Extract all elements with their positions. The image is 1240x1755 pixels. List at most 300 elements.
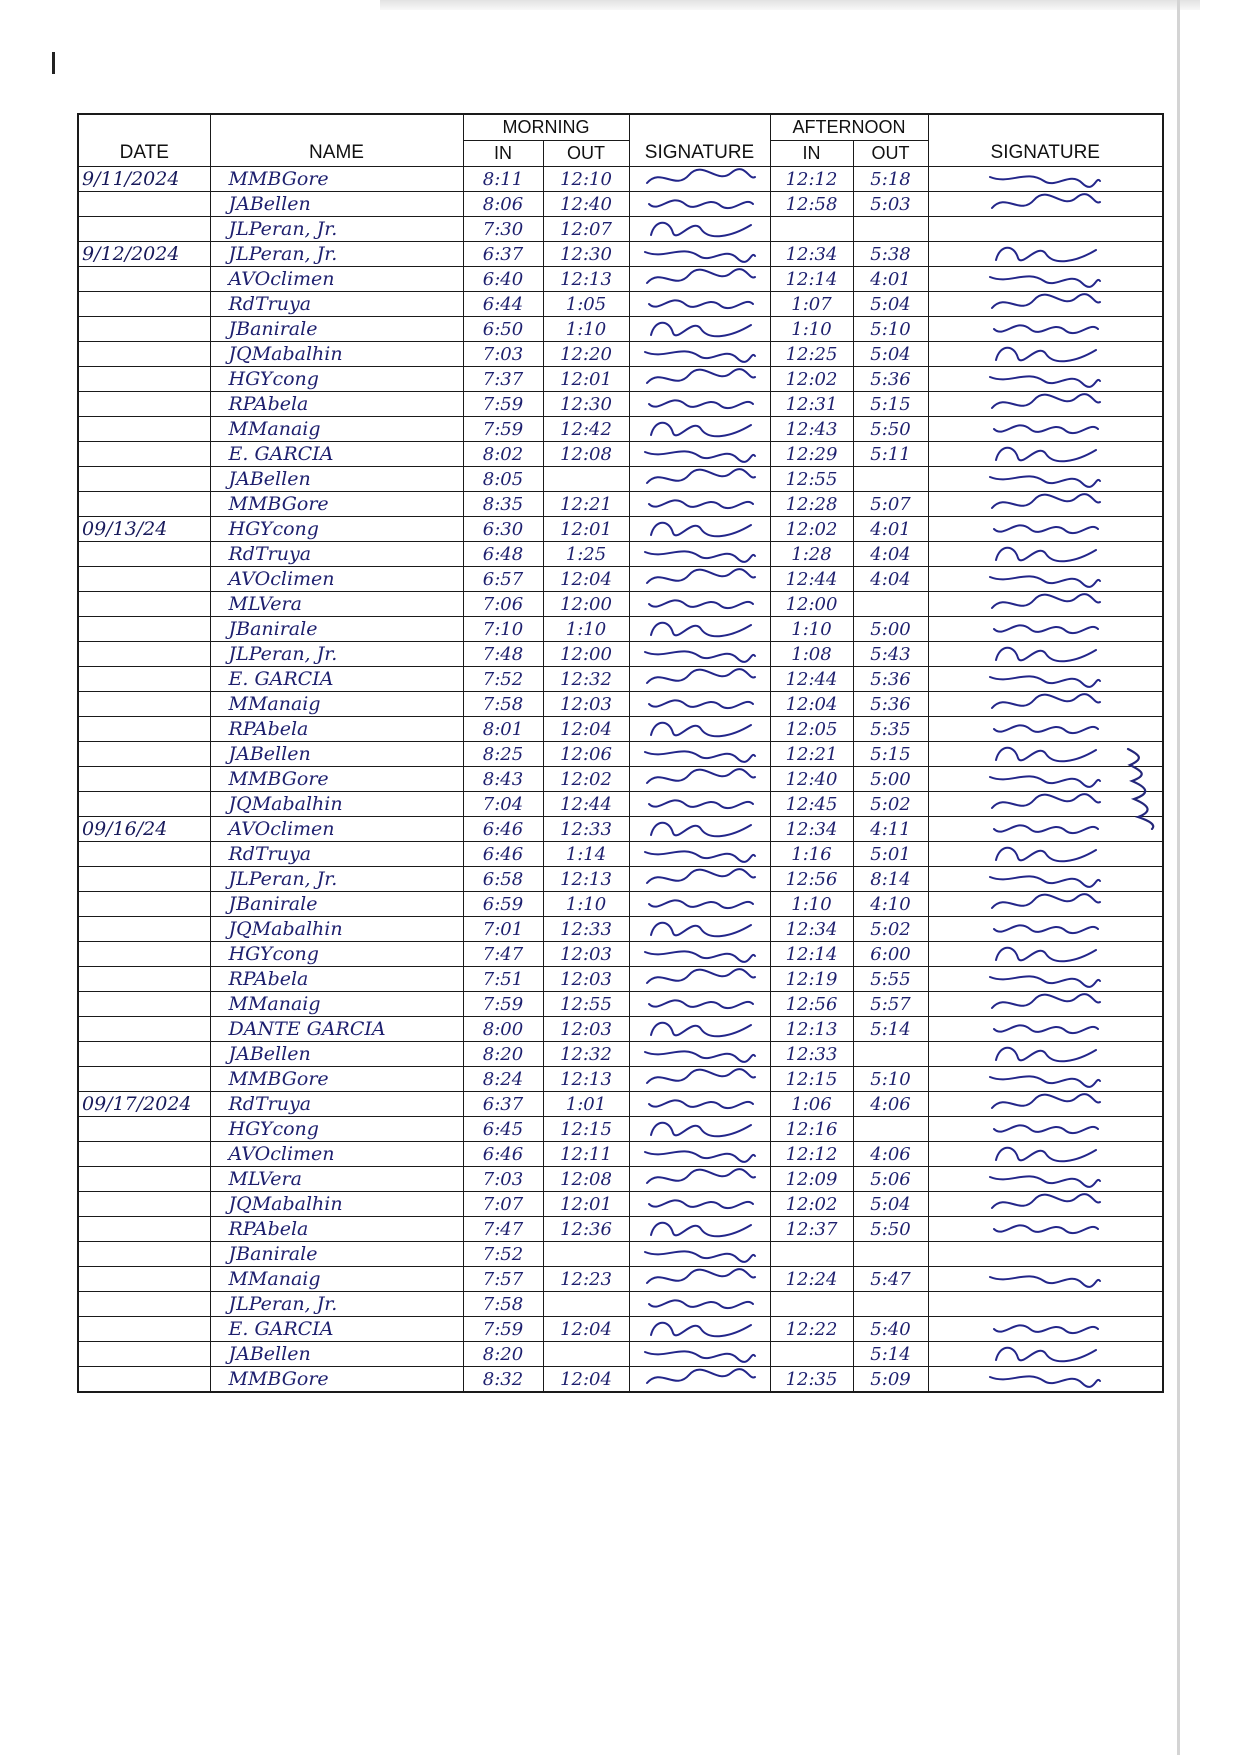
row-morning-in: 6:50 bbox=[463, 317, 543, 342]
row-date: 09/16/24 bbox=[78, 817, 210, 842]
row-afternoon-in: 12:00 bbox=[770, 592, 853, 617]
handwritten-signature bbox=[986, 392, 1104, 417]
table-row bbox=[78, 1367, 1163, 1393]
row-morning-signature bbox=[629, 292, 770, 317]
row-afternoon-in bbox=[770, 1292, 853, 1317]
row-afternoon-out: 5:04 bbox=[853, 342, 928, 367]
row-name: JABellen bbox=[210, 742, 463, 767]
row-morning-out: 12:42 bbox=[543, 417, 629, 442]
row-afternoon-signature bbox=[928, 567, 1163, 592]
handwritten-signature bbox=[641, 717, 759, 742]
row-morning-out: 12:04 bbox=[543, 1317, 629, 1342]
row-morning-in: 8:24 bbox=[463, 1067, 543, 1092]
table-row bbox=[78, 892, 1163, 917]
header-name: NAME bbox=[210, 114, 463, 167]
row-morning-in: 6:46 bbox=[463, 842, 543, 867]
row-afternoon-out: 5:14 bbox=[853, 1342, 928, 1367]
row-morning-in: 7:47 bbox=[463, 942, 543, 967]
row-morning-in: 7:07 bbox=[463, 1192, 543, 1217]
table-row bbox=[78, 392, 1163, 417]
row-afternoon-out: 5:18 bbox=[853, 167, 928, 192]
row-date bbox=[78, 1292, 210, 1317]
handwritten-signature bbox=[641, 892, 759, 917]
row-morning-out: 12:13 bbox=[543, 1067, 629, 1092]
row-afternoon-in: 1:10 bbox=[770, 317, 853, 342]
row-afternoon-signature bbox=[928, 517, 1163, 542]
row-afternoon-out: 5:10 bbox=[853, 1067, 928, 1092]
row-afternoon-in: 12:15 bbox=[770, 1067, 853, 1092]
handwritten-signature bbox=[641, 1042, 759, 1067]
header-morning-out: OUT bbox=[543, 141, 629, 167]
row-morning-in: 6:45 bbox=[463, 1117, 543, 1142]
row-name: JBanirale bbox=[210, 617, 463, 642]
row-morning-signature bbox=[629, 1117, 770, 1142]
row-morning-in: 6:58 bbox=[463, 867, 543, 892]
row-afternoon-in: 1:06 bbox=[770, 1092, 853, 1117]
row-name: HGYcong bbox=[210, 1117, 463, 1142]
row-name: E. GARCIA bbox=[210, 1317, 463, 1342]
handwritten-signature bbox=[641, 1192, 759, 1217]
row-morning-in: 8:32 bbox=[463, 1367, 543, 1393]
table-row bbox=[78, 717, 1163, 742]
row-afternoon-out: 5:55 bbox=[853, 967, 928, 992]
row-morning-out: 12:10 bbox=[543, 167, 629, 192]
handwritten-signature bbox=[641, 992, 759, 1017]
handwritten-signature bbox=[641, 1367, 759, 1392]
row-name: MMBGore bbox=[210, 767, 463, 792]
row-afternoon-signature bbox=[928, 667, 1163, 692]
handwritten-signature bbox=[986, 1117, 1104, 1142]
row-date bbox=[78, 492, 210, 517]
handwritten-signature bbox=[641, 1292, 759, 1317]
row-afternoon-out: 5:02 bbox=[853, 792, 928, 817]
handwritten-signature bbox=[986, 1142, 1104, 1167]
table-row bbox=[78, 492, 1163, 517]
handwritten-signature bbox=[986, 942, 1104, 967]
row-morning-out: 12:13 bbox=[543, 867, 629, 892]
handwritten-signature bbox=[641, 1067, 759, 1092]
row-morning-signature bbox=[629, 342, 770, 367]
row-morning-signature bbox=[629, 617, 770, 642]
row-date bbox=[78, 542, 210, 567]
row-morning-out: 12:21 bbox=[543, 492, 629, 517]
handwritten-signature bbox=[641, 342, 759, 367]
handwritten-signature bbox=[986, 467, 1104, 492]
row-morning-in: 8:43 bbox=[463, 767, 543, 792]
row-afternoon-out bbox=[853, 217, 928, 242]
row-afternoon-signature bbox=[928, 392, 1163, 417]
row-date bbox=[78, 867, 210, 892]
handwritten-signature bbox=[641, 392, 759, 417]
row-date bbox=[78, 1267, 210, 1292]
row-afternoon-signature bbox=[928, 417, 1163, 442]
row-afternoon-out: 5:50 bbox=[853, 1217, 928, 1242]
row-afternoon-in: 12:25 bbox=[770, 342, 853, 367]
row-name: E. GARCIA bbox=[210, 667, 463, 692]
row-morning-out: 12:01 bbox=[543, 1192, 629, 1217]
handwritten-signature bbox=[986, 267, 1104, 292]
handwritten-signature bbox=[641, 842, 759, 867]
row-afternoon-in: 12:56 bbox=[770, 992, 853, 1017]
handwritten-signature bbox=[986, 167, 1104, 192]
row-afternoon-in: 12:34 bbox=[770, 817, 853, 842]
row-date: 9/11/2024 bbox=[78, 167, 210, 192]
row-morning-in: 7:03 bbox=[463, 1167, 543, 1192]
row-afternoon-in: 12:44 bbox=[770, 567, 853, 592]
row-morning-out: 12:00 bbox=[543, 592, 629, 617]
row-morning-signature bbox=[629, 667, 770, 692]
row-morning-signature bbox=[629, 217, 770, 242]
row-afternoon-signature bbox=[928, 167, 1163, 192]
row-morning-in: 6:46 bbox=[463, 1142, 543, 1167]
table-row bbox=[78, 567, 1163, 592]
row-afternoon-signature bbox=[928, 492, 1163, 517]
row-afternoon-signature bbox=[928, 542, 1163, 567]
row-name: HGYcong bbox=[210, 942, 463, 967]
handwritten-signature bbox=[986, 1067, 1104, 1092]
row-afternoon-in: 12:09 bbox=[770, 1167, 853, 1192]
row-date bbox=[78, 967, 210, 992]
table-row bbox=[78, 342, 1163, 367]
row-afternoon-out: 4:06 bbox=[853, 1092, 928, 1117]
row-morning-out: 1:10 bbox=[543, 317, 629, 342]
row-afternoon-in: 12:19 bbox=[770, 967, 853, 992]
row-morning-signature bbox=[629, 167, 770, 192]
row-morning-signature bbox=[629, 967, 770, 992]
row-afternoon-in: 12:14 bbox=[770, 267, 853, 292]
row-name: JBanirale bbox=[210, 1242, 463, 1267]
row-name: JBanirale bbox=[210, 892, 463, 917]
row-name: JLPeran, Jr. bbox=[210, 217, 463, 242]
handwritten-signature bbox=[986, 1217, 1104, 1242]
row-name: JLPeran, Jr. bbox=[210, 642, 463, 667]
row-name: AVOclimen bbox=[210, 817, 463, 842]
table-row bbox=[78, 1117, 1163, 1142]
scan-top-shadow bbox=[380, 0, 1200, 10]
row-morning-signature bbox=[629, 1217, 770, 1242]
table-row bbox=[78, 1042, 1163, 1067]
table-row bbox=[78, 442, 1163, 467]
row-morning-signature bbox=[629, 567, 770, 592]
row-date: 09/17/2024 bbox=[78, 1092, 210, 1117]
row-name: MManaig bbox=[210, 992, 463, 1017]
row-afternoon-out: 5:36 bbox=[853, 667, 928, 692]
row-afternoon-out: 5:36 bbox=[853, 692, 928, 717]
handwritten-signature bbox=[986, 567, 1104, 592]
row-afternoon-out: 5:10 bbox=[853, 317, 928, 342]
header-afternoon-in: IN bbox=[770, 141, 853, 167]
row-morning-out: 1:05 bbox=[543, 292, 629, 317]
table-row bbox=[78, 942, 1163, 967]
table-row bbox=[78, 1217, 1163, 1242]
row-morning-in: 7:51 bbox=[463, 967, 543, 992]
row-morning-in: 7:57 bbox=[463, 1267, 543, 1292]
row-afternoon-out: 5:15 bbox=[853, 392, 928, 417]
row-morning-signature bbox=[629, 717, 770, 742]
page-corner-mark bbox=[52, 52, 55, 74]
row-name: HGYcong bbox=[210, 517, 463, 542]
row-afternoon-in bbox=[770, 1342, 853, 1367]
row-name: MMBGore bbox=[210, 1367, 463, 1393]
row-morning-out: 12:55 bbox=[543, 992, 629, 1017]
row-morning-signature bbox=[629, 1317, 770, 1342]
row-afternoon-in: 1:08 bbox=[770, 642, 853, 667]
row-afternoon-in: 12:14 bbox=[770, 942, 853, 967]
handwritten-signature bbox=[986, 1017, 1104, 1042]
table-row bbox=[78, 842, 1163, 867]
row-afternoon-signature bbox=[928, 1117, 1163, 1142]
row-morning-signature bbox=[629, 917, 770, 942]
header-afternoon-signature: SIGNATURE bbox=[928, 114, 1163, 167]
row-morning-out: 12:44 bbox=[543, 792, 629, 817]
table-row bbox=[78, 642, 1163, 667]
row-afternoon-out: 4:04 bbox=[853, 542, 928, 567]
row-morning-signature bbox=[629, 417, 770, 442]
table-row bbox=[78, 792, 1163, 817]
row-morning-in: 7:59 bbox=[463, 1317, 543, 1342]
row-morning-out: 12:04 bbox=[543, 1367, 629, 1393]
table-body bbox=[78, 167, 1163, 1393]
row-afternoon-signature bbox=[928, 1167, 1163, 1192]
table-row bbox=[78, 242, 1163, 267]
row-afternoon-in: 12:21 bbox=[770, 742, 853, 767]
row-afternoon-out: 5:11 bbox=[853, 442, 928, 467]
row-afternoon-out: 5:15 bbox=[853, 742, 928, 767]
row-morning-in: 7:59 bbox=[463, 992, 543, 1017]
row-date bbox=[78, 1317, 210, 1342]
row-morning-in: 6:48 bbox=[463, 542, 543, 567]
row-morning-in: 7:48 bbox=[463, 642, 543, 667]
handwritten-signature bbox=[641, 817, 759, 842]
row-morning-signature bbox=[629, 1342, 770, 1367]
row-date bbox=[78, 1117, 210, 1142]
row-morning-signature bbox=[629, 392, 770, 417]
row-afternoon-in: 12:35 bbox=[770, 1367, 853, 1393]
row-afternoon-out: 4:06 bbox=[853, 1142, 928, 1167]
row-afternoon-in: 12:02 bbox=[770, 367, 853, 392]
row-name: RdTruya bbox=[210, 842, 463, 867]
row-morning-out bbox=[543, 1342, 629, 1367]
handwritten-signature bbox=[641, 667, 759, 692]
row-morning-out: 12:02 bbox=[543, 767, 629, 792]
row-afternoon-signature bbox=[928, 342, 1163, 367]
row-morning-signature bbox=[629, 1067, 770, 1092]
row-morning-in: 8:06 bbox=[463, 192, 543, 217]
row-morning-out: 12:23 bbox=[543, 1267, 629, 1292]
row-morning-out: 12:33 bbox=[543, 817, 629, 842]
row-name: E. GARCIA bbox=[210, 442, 463, 467]
row-afternoon-signature bbox=[928, 242, 1163, 267]
row-afternoon-out: 5:06 bbox=[853, 1167, 928, 1192]
handwritten-signature bbox=[641, 1242, 759, 1267]
row-afternoon-signature bbox=[928, 1142, 1163, 1167]
row-afternoon-signature bbox=[928, 1317, 1163, 1342]
row-afternoon-out: 5:04 bbox=[853, 292, 928, 317]
row-afternoon-in: 1:28 bbox=[770, 542, 853, 567]
table-row bbox=[78, 967, 1163, 992]
row-name: RPAbela bbox=[210, 392, 463, 417]
table-row bbox=[78, 1067, 1163, 1092]
row-afternoon-in: 12:12 bbox=[770, 1142, 853, 1167]
row-name: MManaig bbox=[210, 1267, 463, 1292]
row-date bbox=[78, 1367, 210, 1393]
row-afternoon-in: 12:02 bbox=[770, 1192, 853, 1217]
handwritten-signature bbox=[986, 917, 1104, 942]
row-afternoon-signature bbox=[928, 1242, 1163, 1267]
handwritten-signature bbox=[641, 1317, 759, 1342]
row-morning-signature bbox=[629, 867, 770, 892]
handwritten-signature bbox=[986, 642, 1104, 667]
row-afternoon-signature bbox=[928, 992, 1163, 1017]
handwritten-signature bbox=[641, 192, 759, 217]
row-date bbox=[78, 192, 210, 217]
handwritten-signature bbox=[641, 492, 759, 517]
table-row bbox=[78, 1317, 1163, 1342]
row-morning-in: 7:52 bbox=[463, 1242, 543, 1267]
row-afternoon-out: 5:35 bbox=[853, 717, 928, 742]
handwritten-signature bbox=[986, 742, 1104, 767]
row-afternoon-out: 5:04 bbox=[853, 1192, 928, 1217]
row-afternoon-out: 5:57 bbox=[853, 992, 928, 1017]
row-name: DANTE GARCIA bbox=[210, 1017, 463, 1042]
handwritten-signature bbox=[641, 1117, 759, 1142]
row-name: MManaig bbox=[210, 692, 463, 717]
row-morning-out bbox=[543, 1292, 629, 1317]
handwritten-signature bbox=[641, 542, 759, 567]
row-morning-signature bbox=[629, 1192, 770, 1217]
row-name: JLPeran, Jr. bbox=[210, 867, 463, 892]
handwritten-signature bbox=[641, 967, 759, 992]
row-date bbox=[78, 467, 210, 492]
row-afternoon-out: 4:01 bbox=[853, 267, 928, 292]
row-afternoon-out bbox=[853, 467, 928, 492]
handwritten-signature bbox=[986, 1167, 1104, 1192]
row-afternoon-signature bbox=[928, 1042, 1163, 1067]
row-afternoon-in: 12:55 bbox=[770, 467, 853, 492]
handwritten-signature bbox=[986, 367, 1104, 392]
table-row bbox=[78, 367, 1163, 392]
row-morning-signature bbox=[629, 1142, 770, 1167]
row-morning-out: 12:32 bbox=[543, 1042, 629, 1067]
row-afternoon-out: 5:07 bbox=[853, 492, 928, 517]
row-date bbox=[78, 1142, 210, 1167]
row-date bbox=[78, 767, 210, 792]
table-header bbox=[78, 114, 1163, 167]
table-row bbox=[78, 767, 1163, 792]
row-name: RPAbela bbox=[210, 1217, 463, 1242]
row-date bbox=[78, 367, 210, 392]
handwritten-signature bbox=[986, 417, 1104, 442]
row-afternoon-in: 12:58 bbox=[770, 192, 853, 217]
row-afternoon-in: 12:56 bbox=[770, 867, 853, 892]
table-row bbox=[78, 542, 1163, 567]
header-afternoon: AFTERNOON bbox=[770, 114, 928, 141]
table-row bbox=[78, 667, 1163, 692]
table-row bbox=[78, 292, 1163, 317]
row-morning-out: 12:11 bbox=[543, 1142, 629, 1167]
row-morning-signature bbox=[629, 767, 770, 792]
row-morning-signature bbox=[629, 192, 770, 217]
row-name: JQMabalhin bbox=[210, 342, 463, 367]
row-morning-in: 6:37 bbox=[463, 1092, 543, 1117]
row-afternoon-in: 12:40 bbox=[770, 767, 853, 792]
row-date bbox=[78, 392, 210, 417]
row-date bbox=[78, 417, 210, 442]
handwritten-signature bbox=[986, 192, 1104, 217]
row-name: JABellen bbox=[210, 467, 463, 492]
row-morning-in: 6:59 bbox=[463, 892, 543, 917]
row-afternoon-out: 4:10 bbox=[853, 892, 928, 917]
handwritten-signature bbox=[986, 842, 1104, 867]
row-name: JQMabalhin bbox=[210, 792, 463, 817]
row-afternoon-out bbox=[853, 1242, 928, 1267]
row-morning-signature bbox=[629, 367, 770, 392]
row-morning-out: 12:03 bbox=[543, 967, 629, 992]
row-date bbox=[78, 567, 210, 592]
handwritten-signature bbox=[986, 1092, 1104, 1117]
handwritten-signature bbox=[641, 767, 759, 792]
row-morning-signature bbox=[629, 1367, 770, 1393]
table-row bbox=[78, 992, 1163, 1017]
row-afternoon-signature bbox=[928, 642, 1163, 667]
row-date: 09/13/24 bbox=[78, 517, 210, 542]
row-date bbox=[78, 442, 210, 467]
row-morning-in: 6:44 bbox=[463, 292, 543, 317]
row-afternoon-in: 12:13 bbox=[770, 1017, 853, 1042]
row-name: JABellen bbox=[210, 1342, 463, 1367]
row-morning-out: 12:15 bbox=[543, 1117, 629, 1142]
row-morning-in: 8:11 bbox=[463, 167, 543, 192]
margin-scribble bbox=[1122, 745, 1162, 830]
row-afternoon-in: 12:05 bbox=[770, 717, 853, 742]
row-morning-out: 12:03 bbox=[543, 1017, 629, 1042]
handwritten-signature bbox=[986, 1367, 1104, 1392]
row-morning-signature bbox=[629, 642, 770, 667]
row-morning-out: 12:06 bbox=[543, 742, 629, 767]
row-afternoon-out: 6:00 bbox=[853, 942, 928, 967]
handwritten-signature bbox=[986, 242, 1104, 267]
table-row bbox=[78, 817, 1163, 842]
handwritten-signature bbox=[641, 692, 759, 717]
row-name: RPAbela bbox=[210, 717, 463, 742]
table-row bbox=[78, 1342, 1163, 1367]
row-afternoon-out: 8:14 bbox=[853, 867, 928, 892]
handwritten-signature bbox=[986, 767, 1104, 792]
row-date bbox=[78, 1067, 210, 1092]
row-morning-in: 8:20 bbox=[463, 1342, 543, 1367]
row-morning-in: 6:40 bbox=[463, 267, 543, 292]
row-afternoon-in: 12:28 bbox=[770, 492, 853, 517]
row-afternoon-signature bbox=[928, 917, 1163, 942]
row-date bbox=[78, 1342, 210, 1367]
handwritten-signature bbox=[986, 992, 1104, 1017]
row-morning-out: 1:10 bbox=[543, 617, 629, 642]
row-date bbox=[78, 317, 210, 342]
table-row bbox=[78, 517, 1163, 542]
row-name: MLVera bbox=[210, 1167, 463, 1192]
handwritten-signature bbox=[641, 417, 759, 442]
row-date bbox=[78, 1017, 210, 1042]
table-row bbox=[78, 267, 1163, 292]
handwritten-signature bbox=[986, 967, 1104, 992]
header-afternoon-out: OUT bbox=[853, 141, 928, 167]
row-afternoon-signature bbox=[928, 1192, 1163, 1217]
row-afternoon-out bbox=[853, 592, 928, 617]
attendance-log-table bbox=[77, 113, 1164, 1393]
row-morning-in: 7:06 bbox=[463, 592, 543, 617]
row-morning-out: 12:08 bbox=[543, 442, 629, 467]
row-afternoon-in: 12:12 bbox=[770, 167, 853, 192]
